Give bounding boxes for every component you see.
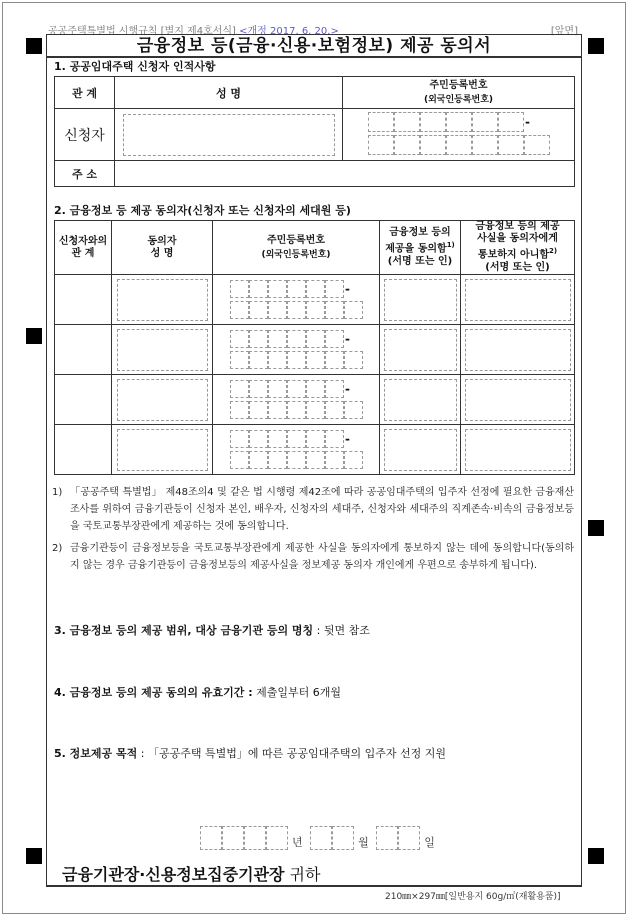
address-input[interactable] xyxy=(115,161,575,187)
col-consent-line1: 금융정보 등의 xyxy=(389,227,451,239)
col-notify-line2: 사실을 동의자에게 xyxy=(477,233,558,245)
consent-sign-cell xyxy=(380,325,461,375)
id-digit-box[interactable] xyxy=(268,401,287,419)
id-digit-box[interactable] xyxy=(394,135,420,155)
id-digit-box[interactable] xyxy=(249,401,268,419)
col-consent-line3: (서명 또는 인) xyxy=(387,255,453,267)
id-digit-box[interactable] xyxy=(472,135,498,155)
applicant-name-cell xyxy=(115,109,343,161)
consenter-name-cell xyxy=(112,325,213,375)
id-digit-box[interactable] xyxy=(230,330,249,348)
consenter-name-input[interactable] xyxy=(117,279,208,321)
relation-input[interactable] xyxy=(55,425,112,475)
id-digit-box[interactable] xyxy=(230,301,249,319)
id-digit-box[interactable] xyxy=(230,351,249,369)
consent-signature-box[interactable] xyxy=(384,379,457,421)
row-address-label: 주 소 xyxy=(55,161,115,187)
id-digit-box[interactable] xyxy=(344,351,363,369)
consenter-row xyxy=(55,425,575,475)
year-digit-box[interactable] xyxy=(200,826,222,850)
col-consent-line2: 제공을 동의함 xyxy=(385,243,447,255)
col-notify-line3: 통보하지 아니함 xyxy=(477,249,550,261)
id-digit-box[interactable] xyxy=(268,430,287,448)
addressee-name: 금융기관장·신용정보집중기관장 xyxy=(62,865,285,884)
id-digit-box[interactable] xyxy=(325,280,344,298)
col-relation-line2: 관 계 xyxy=(71,247,95,259)
col-consenter-id xyxy=(213,221,380,275)
header-revision: <개정 2017. 6. 20.> xyxy=(239,26,339,37)
id-digit-box[interactable] xyxy=(249,451,268,469)
id-digit-box[interactable] xyxy=(230,380,249,398)
applicant-id-cell xyxy=(343,109,575,161)
month-label: 월 xyxy=(358,836,369,849)
section5-value: : 「공공주택 특별법」에 따른 공공임대주택의 입주자 선정 지원 xyxy=(137,747,446,760)
id-digit-box[interactable] xyxy=(306,280,325,298)
day-digit-box[interactable] xyxy=(376,826,398,850)
id-digit-box[interactable] xyxy=(524,135,550,155)
id-digit-box[interactable] xyxy=(287,280,306,298)
id-digit-box[interactable] xyxy=(325,351,344,369)
id-digit-box[interactable] xyxy=(368,135,394,155)
relation-input[interactable] xyxy=(55,325,112,375)
consenter-row xyxy=(55,325,575,375)
no-notify-sign-cell xyxy=(461,325,575,375)
id-digit-box[interactable] xyxy=(498,135,524,155)
consenter-row xyxy=(55,375,575,425)
applicant-name-input[interactable] xyxy=(123,114,335,156)
consenter-id-input[interactable] xyxy=(230,379,363,421)
col-id: 주민등록번호 xyxy=(429,80,488,91)
id-digit-box[interactable] xyxy=(287,401,306,419)
consenter-id-input[interactable] xyxy=(230,429,363,471)
id-digit-box[interactable] xyxy=(287,380,306,398)
relation-input[interactable] xyxy=(55,275,112,325)
consenter-name-input[interactable] xyxy=(117,429,208,471)
id-digit-box[interactable] xyxy=(394,112,420,132)
year-digit-box[interactable] xyxy=(222,826,244,850)
form-title: 금융정보 등(금융·신용·보험정보) 제공 동의서 xyxy=(46,34,582,58)
date-field xyxy=(200,826,439,850)
id-digit-box[interactable] xyxy=(287,301,306,319)
id-digit-box[interactable] xyxy=(287,330,306,348)
no-notify-signature-box[interactable] xyxy=(465,429,571,471)
col-relation-line1: 신청자와의 xyxy=(58,235,108,247)
col-notify-line4: (서명 또는 인) xyxy=(485,261,550,273)
col-name-line1: 동의자 xyxy=(147,235,177,247)
note-2-number: 2) xyxy=(52,543,63,554)
relation-input[interactable] xyxy=(55,375,112,425)
id-digit-box[interactable] xyxy=(306,430,325,448)
section5 xyxy=(54,745,446,761)
header-side: [앞면] xyxy=(550,26,578,37)
id-digit-box[interactable] xyxy=(306,380,325,398)
id-digit-box[interactable] xyxy=(420,135,446,155)
addressee xyxy=(62,862,320,885)
registration-mark xyxy=(26,38,42,54)
id-digit-box[interactable] xyxy=(498,112,524,132)
id-digit-box[interactable] xyxy=(268,380,287,398)
id-digit-box[interactable] xyxy=(287,351,306,369)
id-digit-box[interactable] xyxy=(249,380,268,398)
col-relation-to-applicant xyxy=(55,221,112,275)
id-digit-box[interactable] xyxy=(325,401,344,419)
id-digit-box[interactable] xyxy=(368,112,394,132)
year-digit-box[interactable] xyxy=(244,826,266,850)
col-consenter-name xyxy=(112,221,213,275)
id-digit-box[interactable] xyxy=(230,280,249,298)
id-digit-box[interactable] xyxy=(306,401,325,419)
id-digit-box[interactable] xyxy=(249,351,268,369)
section2-heading: 2. 금융정보 등 제공 동의자(신청자 또는 신청자의 세대원 등) xyxy=(54,204,351,217)
year-digit-box[interactable] xyxy=(266,826,288,850)
id-dash: - xyxy=(345,432,350,446)
registration-mark xyxy=(26,848,42,864)
note-1 xyxy=(52,484,574,535)
id-digit-box[interactable] xyxy=(344,401,363,419)
col-relation: 관 계 xyxy=(55,77,115,109)
col-no-notify xyxy=(461,221,575,275)
registration-mark xyxy=(588,520,604,536)
consenter-id-cell xyxy=(213,375,380,425)
section4-heading: 4. 금융정보 등의 제공 동의의 유효기간 : xyxy=(54,686,253,699)
header-law: 공공주택특별법 시행규칙 xyxy=(48,26,158,37)
section4-value: 제출일부터 6개월 xyxy=(252,686,341,699)
id-digit-box[interactable] xyxy=(420,112,446,132)
consent-sign-cell xyxy=(380,275,461,325)
id-digit-box[interactable] xyxy=(268,280,287,298)
consent-sign-cell xyxy=(380,425,461,475)
id-digit-box[interactable] xyxy=(446,112,472,132)
col-id-sub: (외국인등록번호) xyxy=(423,95,494,105)
id-digit-box[interactable] xyxy=(268,330,287,348)
id-dash: - xyxy=(345,382,350,396)
year-label: 년 xyxy=(292,836,303,849)
id-digit-box[interactable] xyxy=(306,330,325,348)
consenter-id-cell xyxy=(213,425,380,475)
id-digit-box[interactable] xyxy=(472,112,498,132)
consent-signature-box[interactable] xyxy=(384,329,457,371)
header-form-number: [별지 제4호서식] xyxy=(160,26,236,37)
id-digit-box[interactable] xyxy=(446,135,472,155)
no-notify-sign-cell xyxy=(461,275,575,325)
registration-mark xyxy=(588,38,604,54)
col-name-line2: 성 명 xyxy=(150,247,174,259)
month-digit-box[interactable] xyxy=(332,826,354,850)
applicant-table xyxy=(54,76,575,187)
col-id-header xyxy=(343,77,575,109)
id-digit-box[interactable] xyxy=(325,380,344,398)
consenter-row xyxy=(55,275,575,325)
consenter-table xyxy=(54,220,575,475)
id-digit-box[interactable] xyxy=(287,451,306,469)
consenter-name-input[interactable] xyxy=(117,329,208,371)
id-digit-box[interactable] xyxy=(306,351,325,369)
consenter-name-cell xyxy=(112,425,213,475)
col-consent xyxy=(380,221,461,275)
section3-heading: 3. 금융정보 등의 제공 범위, 대상 금융기관 등의 명칭 xyxy=(54,624,314,637)
id-digit-box[interactable] xyxy=(249,280,268,298)
consenter-id-cell xyxy=(213,275,380,325)
id-digit-box[interactable] xyxy=(268,351,287,369)
id-dash: - xyxy=(525,115,530,129)
section1-heading: 1. 공공임대주택 신청자 인적사항 xyxy=(54,60,216,73)
no-notify-signature-box[interactable] xyxy=(465,379,571,421)
row-applicant-label: 신청자 xyxy=(55,109,115,161)
col-id: 주민등록번호 xyxy=(267,235,325,246)
id-digit-box[interactable] xyxy=(306,451,325,469)
consent-signature-box[interactable] xyxy=(384,429,457,471)
id-digit-box[interactable] xyxy=(230,451,249,469)
section3-value: : 뒷면 참조 xyxy=(313,624,370,637)
consenter-id-cell xyxy=(213,325,380,375)
paper-spec: 210㎜×297㎜[일반용지 60g/㎡(재활용품)] xyxy=(385,892,561,902)
id-digit-box[interactable] xyxy=(230,430,249,448)
id-digit-box[interactable] xyxy=(306,301,325,319)
no-notify-sign-cell xyxy=(461,375,575,425)
section5-heading: 5. 정보제공 목적 xyxy=(54,747,138,760)
registration-mark xyxy=(588,848,604,864)
id-digit-box[interactable] xyxy=(249,430,268,448)
section3 xyxy=(54,622,370,638)
id-digit-box[interactable] xyxy=(268,451,287,469)
note-2-text: 금융기관등이 금융정보등을 국토교통부장관에게 제공한 사실을 동의자에게 통보하지 않는 데에 동의합니다(동의하지 않는 경우 금융기관등이 금융정보등의 제공사실을 정보제공 동의자 개인에게 우편으로 송부하게 됩니다). xyxy=(70,543,574,571)
id-digit-box[interactable] xyxy=(249,330,268,348)
col-id-sub: (외국인등록번호) xyxy=(261,250,331,260)
consenter-name-cell xyxy=(112,375,213,425)
consent-signature-box[interactable] xyxy=(384,279,457,321)
id-dash: - xyxy=(345,332,350,346)
day-label: 일 xyxy=(424,836,435,849)
id-digit-box[interactable] xyxy=(249,301,268,319)
id-digit-box[interactable] xyxy=(325,430,344,448)
consenter-name-input[interactable] xyxy=(117,379,208,421)
id-digit-box[interactable] xyxy=(344,451,363,469)
note-1-number: 1) xyxy=(52,487,63,498)
id-digit-box[interactable] xyxy=(268,301,287,319)
applicant-id-input[interactable] xyxy=(368,112,550,158)
note-1-text: 「공공주택 특별법」 제48조의4 및 같은 법 시행령 제42조에 따라 공공임대주택의 입주자 선정에 필요한 금융재산조사를 위하여 금융기관등이 신청자 본인, 배우자, 신청자의 세대주, 신청자와 세대주의 직계존속·비속의 금융정보등을 국토교통부장관에게 제공하는 것에 동의합니다. xyxy=(70,487,574,532)
month-digit-box[interactable] xyxy=(310,826,332,850)
day-digit-box[interactable] xyxy=(398,826,420,850)
col-name: 성 명 xyxy=(115,77,343,109)
footnote-ref-2: 2) xyxy=(549,247,558,256)
note-2 xyxy=(52,540,574,574)
consenter-id-input[interactable] xyxy=(230,329,363,371)
id-digit-box[interactable] xyxy=(230,401,249,419)
addressee-suffix: 귀하 xyxy=(284,865,321,884)
id-digit-box[interactable] xyxy=(344,301,363,319)
consenter-id-input[interactable] xyxy=(230,279,363,321)
registration-mark xyxy=(26,328,42,344)
no-notify-sign-cell xyxy=(461,425,575,475)
footnote-ref-1: 1) xyxy=(446,241,455,250)
id-dash: - xyxy=(345,282,350,296)
id-digit-box[interactable] xyxy=(287,430,306,448)
id-digit-box[interactable] xyxy=(325,301,344,319)
col-notify-line1: 금융정보 등의 제공 xyxy=(475,221,560,233)
no-notify-signature-box[interactable] xyxy=(465,279,571,321)
id-digit-box[interactable] xyxy=(325,330,344,348)
consenter-name-cell xyxy=(112,275,213,325)
id-digit-box[interactable] xyxy=(325,451,344,469)
consent-sign-cell xyxy=(380,375,461,425)
section4 xyxy=(54,684,341,700)
no-notify-signature-box[interactable] xyxy=(465,329,571,371)
